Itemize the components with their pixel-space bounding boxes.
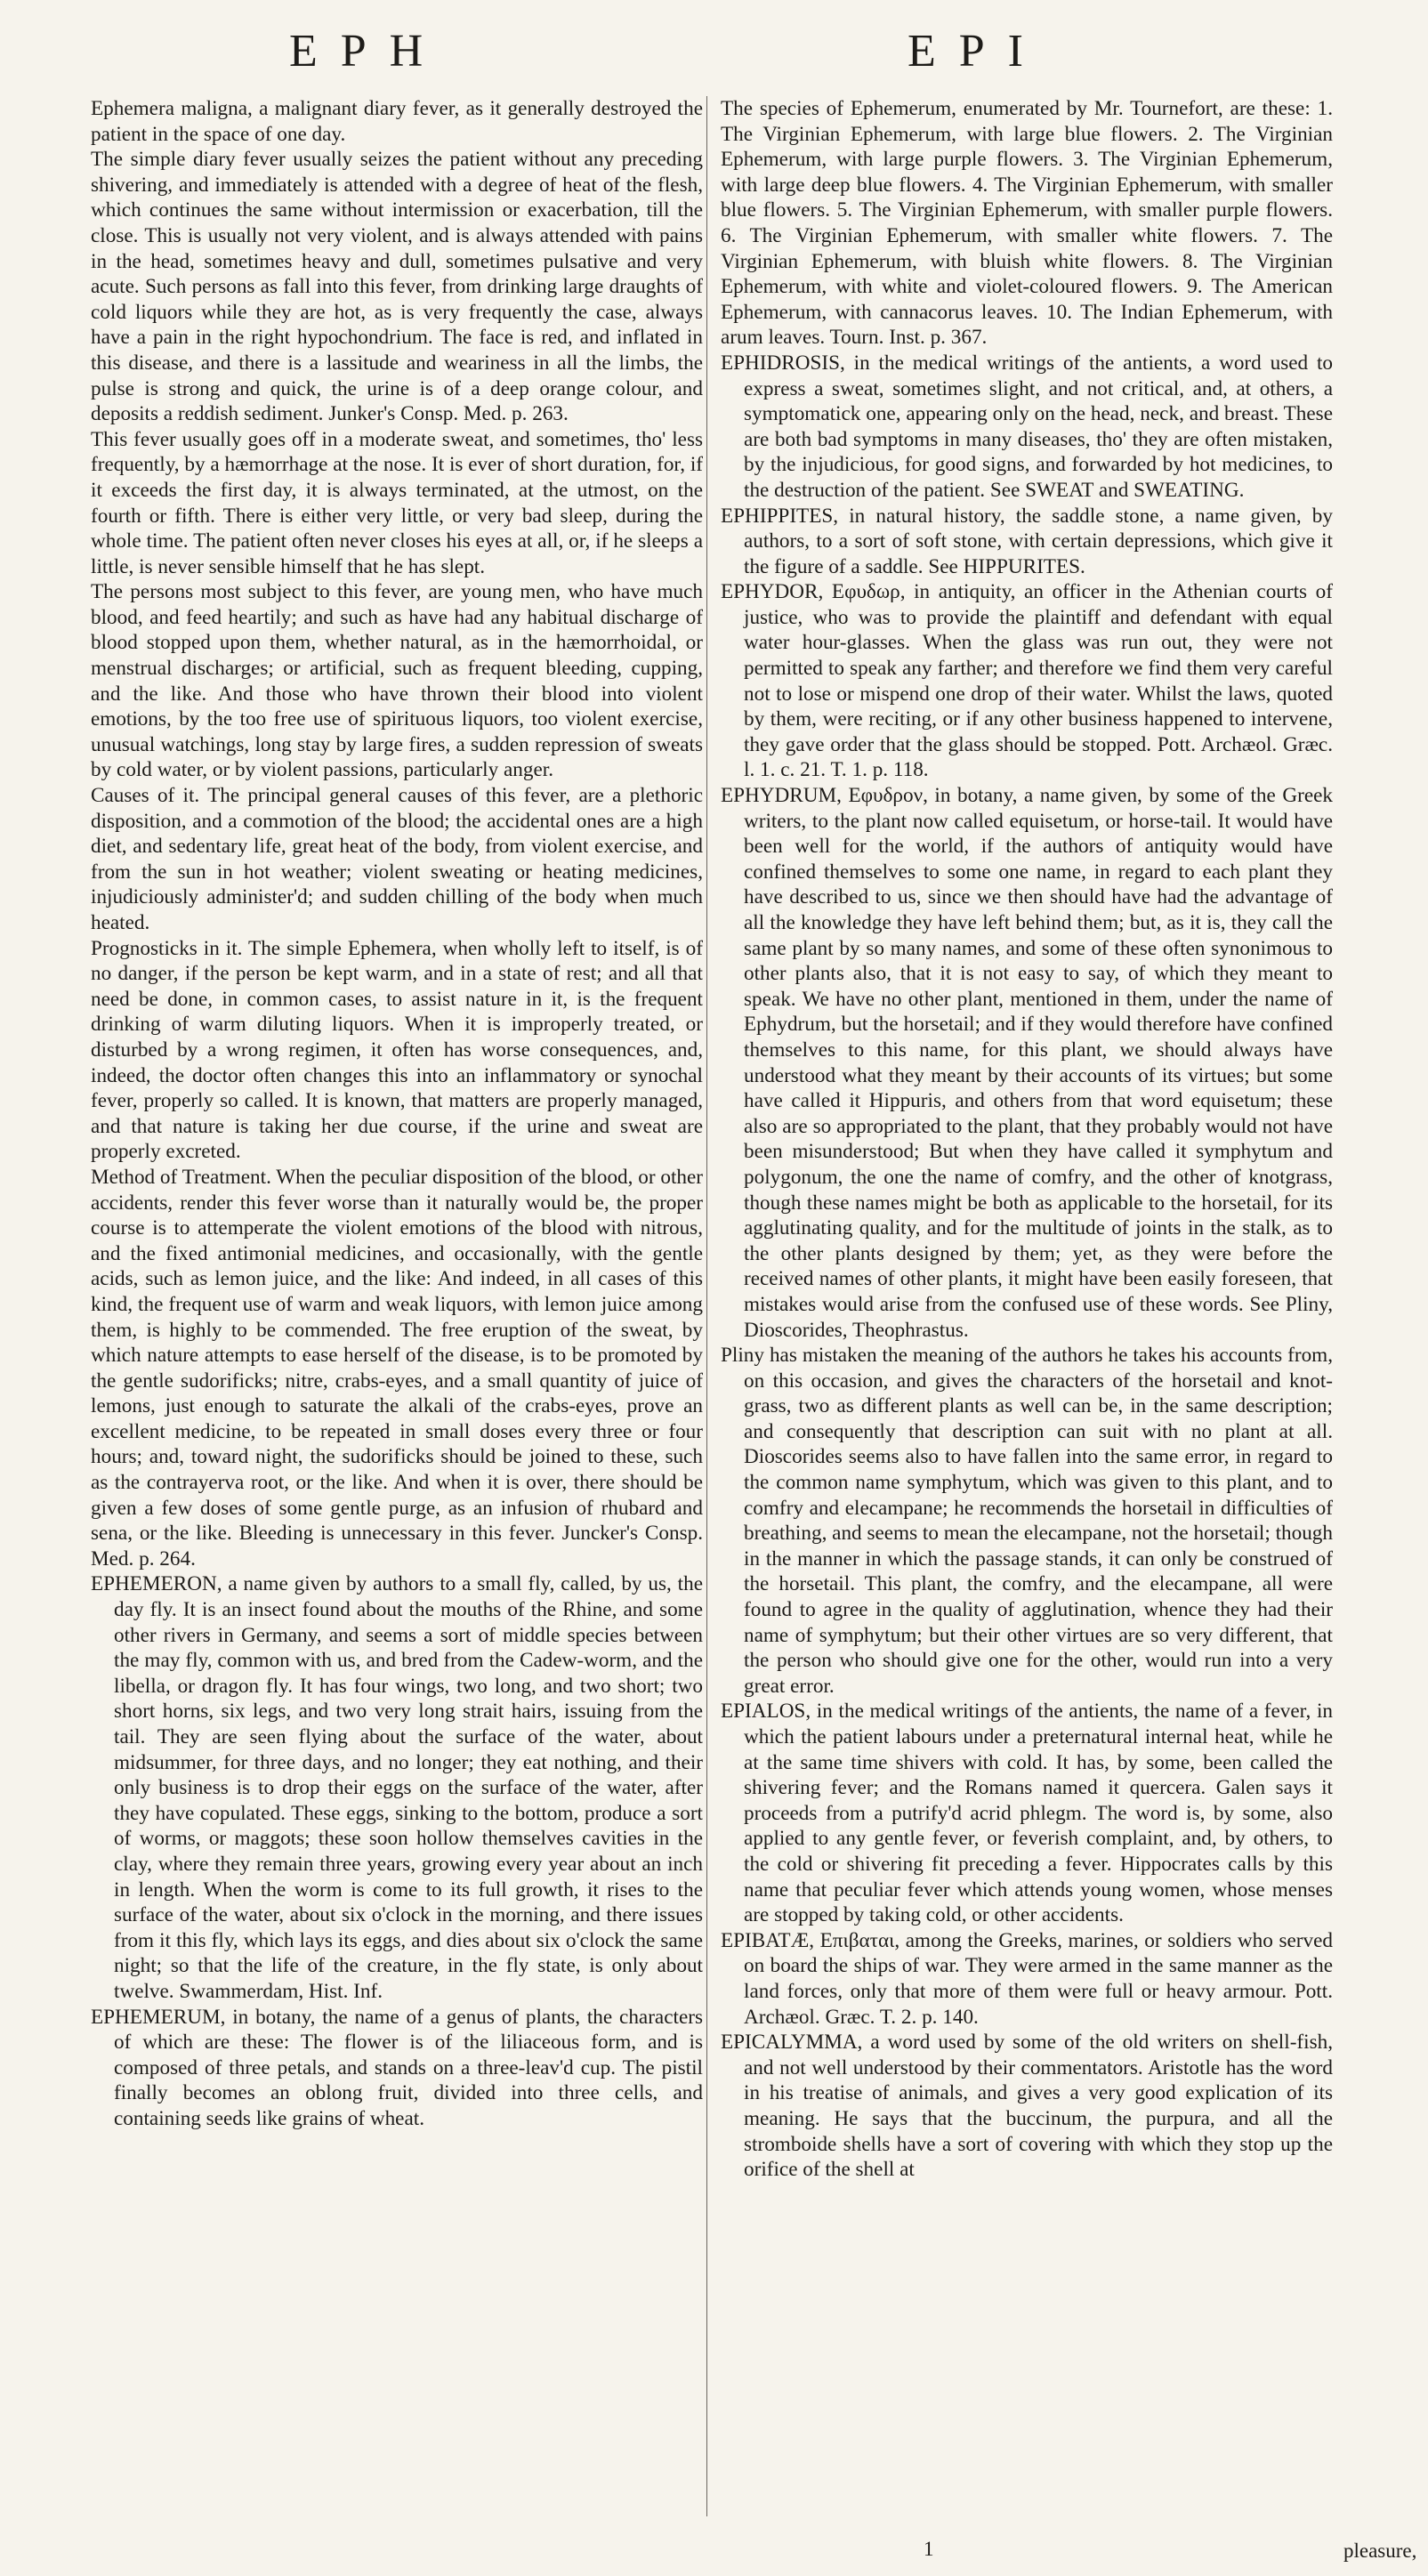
paragraph: EPICALYMMA, a word used by some of the old writers on shell-fish, and not well understood by their commentators. Aristotle has the word in his treatise of animals, and gives a very good explication of its meaning. He says that the buccinum, the purpura, and all the stromboide shells have a sort of covering with which they stop up the orifice of the shell at	[721, 2031, 1333, 2182]
paragraph: EPHYDOR, Εφυδωρ, in antiquity, an officer in the Athenian courts of justice, who was to provide the plaintiff and defendant with equal water hour-glasses. When the glass was run out, they were not permitted to speak any farther; and therefore we find them very careful not to lose or mispend one drop of their water. Whilst the laws, quoted by them, were reciting, or if any other business happened to intervene, they gave order that the glass should be stopped. Pott. Archæol. Græc. l. 1. c. 21. T. 1. p. 118.	[721, 580, 1333, 782]
left-column	[91, 96, 703, 2132]
paragraph: This fever usually goes off in a moderate sweat, and sometimes, tho' less frequently, by a hæmorrhage at the nose. It is ever of short duration, for, if it exceeds the first day, it is always terminated, at the utmost, on the fourth or fifth. There is either very little, or very bad sleep, during the whole time. The patient often never closes his eyes at all, or, if he sleeps a little, is never sensible himself that he has slept.	[91, 427, 703, 578]
paragraph: The species of Ephemerum, enumerated by Mr. Tournefort, are these: 1. The Virginian Ephemerum, with large blue flowers. 2. The Virginian Ephemerum, with large purple flowers. 3. The Virginian Ephemerum, with large deep blue flowers. 4. The Virginian Ephemerum, with smaller blue flowers. 5. The Virginian Ephemerum, with smaller purple flowers. 6. The Virginian Ephemerum, with smaller white flowers. 7. The Virginian Ephemerum, with bluish white flowers. 8. The Virginian Ephemerum, with white and violet-coloured flowers. 9. The American Ephemerum, with cannacorus leaves. 10. The Indian Ephemerum, with arum leaves. Tourn. Inst. p. 367.	[721, 97, 1333, 350]
paragraph: EPIBATÆ, Επιβαται, among the Greeks, marines, or soldiers who served on board the ships of war. They were armed in the same manner as the land forces, only that more of them were full or heavy armour. Pott. Archæol. Græc. T. 2. p. 140.	[721, 1928, 1333, 2029]
catchword: pleasure,	[1343, 2540, 1417, 2562]
signature-mark: 1	[924, 2538, 934, 2560]
paragraph: EPIALOS, in the medical writings of the antients, the name of a fever, in which the patient labours under a preternatural internal heat, while he at the same time shivers with cold. It has, by some, been called the shivering fever; and the Romans named it quercera. Galen says it proceeds from a putrify'd acrid phlegm. The word is, by some, also applied to any gentle fever, or feverish complaint, and, by others, to the cold or shivering fit preceding a fever. Hippocrates calls by this name that peculiar fever which attends young women, whose menses are stopped by taking cold, or other accidents.	[721, 1700, 1333, 1927]
paragraph: EPHEMERUM, in botany, the name of a genus of plants, the characters of which are these: The flower is of the liliaceous form, and is composed of three petals, and stands on a three-leav'd cup. The pistil finally becomes an oblong fruit, divided into three cells, and containing seeds like grains of wheat.	[91, 2005, 703, 2130]
paragraph: Pliny has mistaken the meaning of the authors he takes his accounts from, on this occasion, and gives the characters of the horsetail and knot-grass, two as different plants as well can be, in the same description; and consequently that description can suit with no plant at all. Dioscorides seems also to have fallen into the same error, in regard to the common name symphytum, which was given to this plant, and to comfry and elecampane; he recommends the horsetail in difficulties of breathing, and seems to mean the elecampane, not the horsetail; though in the manner in which the passage stands, it can only be construed of the horsetail. This plant, the comfry, and the elecampane, all were found to agree in the quality of agglutination, whence they had their name of symphytum; but their other virtues are so very different, that the person who should give one for the other, would run into a very great error.	[721, 1344, 1333, 1698]
right-column	[721, 96, 1333, 2183]
paragraph: Causes of it. The principal general causes of this fever, are a plethoric disposition, and a commotion of the blood; the accidental ones are a high diet, and sedentary life, great heat of the body, from violent exercise, and from the sun in hot weather; violent sweating or heating medicines, injudiciously administer'd; and sudden chilling of the body when much heated.	[91, 784, 703, 934]
paragraph: EPHYDRUM, Εφυδρον, in botany, a name given, by some of the Greek writers, to the plant now called equisetum, or horse-tail. It would have been well for the world, if the authors of antiquity would have confined themselves to some one name, in regard to each plant they have described to us, since we then should have had the advantage of all the knowledge they have left behind them; but, as it is, they call the same plant by so many names, and some of these often synonimous to other plants also, that it is not easy to say, of which they meant to speak. We have no other plant, mentioned in them, under the name of Ephydrum, but the horsetail; and if they would therefore have confined themselves to this name, for this plant, we should always have understood what they meant by their accounts of its virtues; but some have called it Hippuris, and others from that word equisetum; these also are so appropriated to the plant, that they probably would not have been misunderstood; But when they have called it symphytum and polygonum, the one the name of comfry, and the other of knotgrass, though these names might be both as applicable to the horsetail, for its agglutinating quality, and for the multitude of joints in the stalk, as to the other plants designed by them; yet, as they were before the received names of other plants, it might have been easily foreseen, that mistakes would arise from the confused use of these words. See Pliny, Dioscorides, Theophrastus.	[721, 784, 1333, 1342]
paragraph: The persons most subject to this fever, are young men, who have much blood, and feed heartily; and such as have had any habitual discharge of blood stopped upon them, whether natural, as in the hæmorrhoidal, or menstrual discharges; or artificial, such as frequent bleeding, cupping, and the like. And those who have thrown their blood into violent emotions, by the too free use of spirituous liquors, too violent exercise, unusual watchings, long stay by large fires, a sudden repression of sweats by cold water, or by violent passions, particularly anger.	[91, 580, 703, 782]
paragraph: Ephemera maligna, a malignant diary fever, as it generally destroyed the patient in the space of one day.	[91, 97, 703, 146]
header-left: EPH	[289, 26, 447, 77]
paragraph: EPHIDROSIS, in the medical writings of the antients, a word used to express a sweat, sometimes slight, and not critical, and, at others, a symptomatick one, appearing only on the head, neck, and breast. These are both bad symptoms in many diseases, tho' they are often mistaken, by the injudicious, for good signs, and forwarded by hot medicines, to the destruction of the patient. See SWEAT and SWEATING.	[721, 351, 1333, 502]
paragraph: EPHEMERON, a name given by authors to a small fly, called, by us, the day fly. It is an insect found about the mouths of the Rhine, and some other rivers in Germany, and seems a sort of middle species between the may fly, common with us, and bred from the Cadew-worm, and the libella, or dragon fly. It has four wings, two long, and two short; two short horns, six legs, and two very long strait hairs, issuing from the tail. They are seen flying about the surface of the water, about midsummer, for three days, and no longer; they eat nothing, and their only business is to drop their eggs on the surface of the water, after they have copulated. These eggs, sinking to the bottom, produce a sort of worms, or maggots; these soon hollow themselves cavities in the clay, where they remain three years, growing every year about an inch in length. When the worm is come to its full growth, it rises to the surface of the water, about six o'clock in the morning, and there issues from it this fly, which lays its eggs, and dies about six o'clock the same night; so that the life of the creature, in the fly state, is only about twelve. Swammerdam, Hist. Inf.	[91, 1572, 703, 2003]
column-rule	[706, 96, 707, 2516]
paragraph: Prognosticks in it. The simple Ephemera, when wholly left to itself, is of no danger, if the person be kept warm, and in a state of rest; and all that need be done, in common cases, to assist nature in it, is the frequent drinking of warm diluting liquors. When it is improperly treated, or disturbed by a wrong regimen, it often has worse consequences, and, indeed, the doctor often changes this into an inflammatory or synochal fever, properly so called. It is known, that matters are properly managed, and that nature is taking her due course, if the urine and sweat are properly excreted.	[91, 936, 703, 1164]
paragraph: The simple diary fever usually seizes the patient without any preceding shivering, and immediately is attended with a degree of heat of the flesh, which continues the same without intermission or exacerbation, till the close. This is usually not very violent, and is always attended with pains in the head, sometimes heavy and dull, sometimes pulsative and very acute. Such persons as fall into this fever, from drinking large draughts of cold liquors while they are hot, as is very frequently the case, always have a pain in the right hypochondrium. The face is red, and inflated in this disease, and there is a lassitude and weariness in all the limbs, the pulse is strong and quick, the urine is of a deep orange colour, and deposits a reddish sediment. Junker's Consp. Med. p. 263.	[91, 148, 703, 426]
paragraph: Method of Treatment. When the peculiar disposition of the blood, or other accidents, render this fever worse than it naturally would be, the proper course is to attemperate the violent emotions of the blood with nitrous, and the fixed antimonial medicines, and occasionally, with the gentle acids, such as lemon juice, and the like: And indeed, in all cases of this kind, the frequent use of warm and weak liquors, with lemon juice among them, is highly to be commended. The free eruption of the sweat, by which nature attempts to ease herself of the disease, is to be promoted by the gentle sudorificks; nitre, crabs-eyes, and a small quantity of juice of lemons, just enough to saturate the alkali of the crabs-eyes, prove an excellent medicine, to be repeated in small doses every three or four hours; and, toward night, the sudorificks should be joined to these, such as the contrayerva root, or the like. And when it is over, there should be given a few doses of some gentle purge, as an infusion of rhubard and sena, or the like. Bleeding is unnecessary in this fever. Juncker's Consp. Med. p. 264.	[91, 1165, 703, 1571]
paragraph: EPHIPPITES, in natural history, the saddle stone, a name given, by authors, to a sort of soft stone, with certain depressions, which give it the figure of a saddle. See HIPPURITES.	[721, 504, 1333, 578]
header-right: EPI	[908, 26, 1046, 77]
